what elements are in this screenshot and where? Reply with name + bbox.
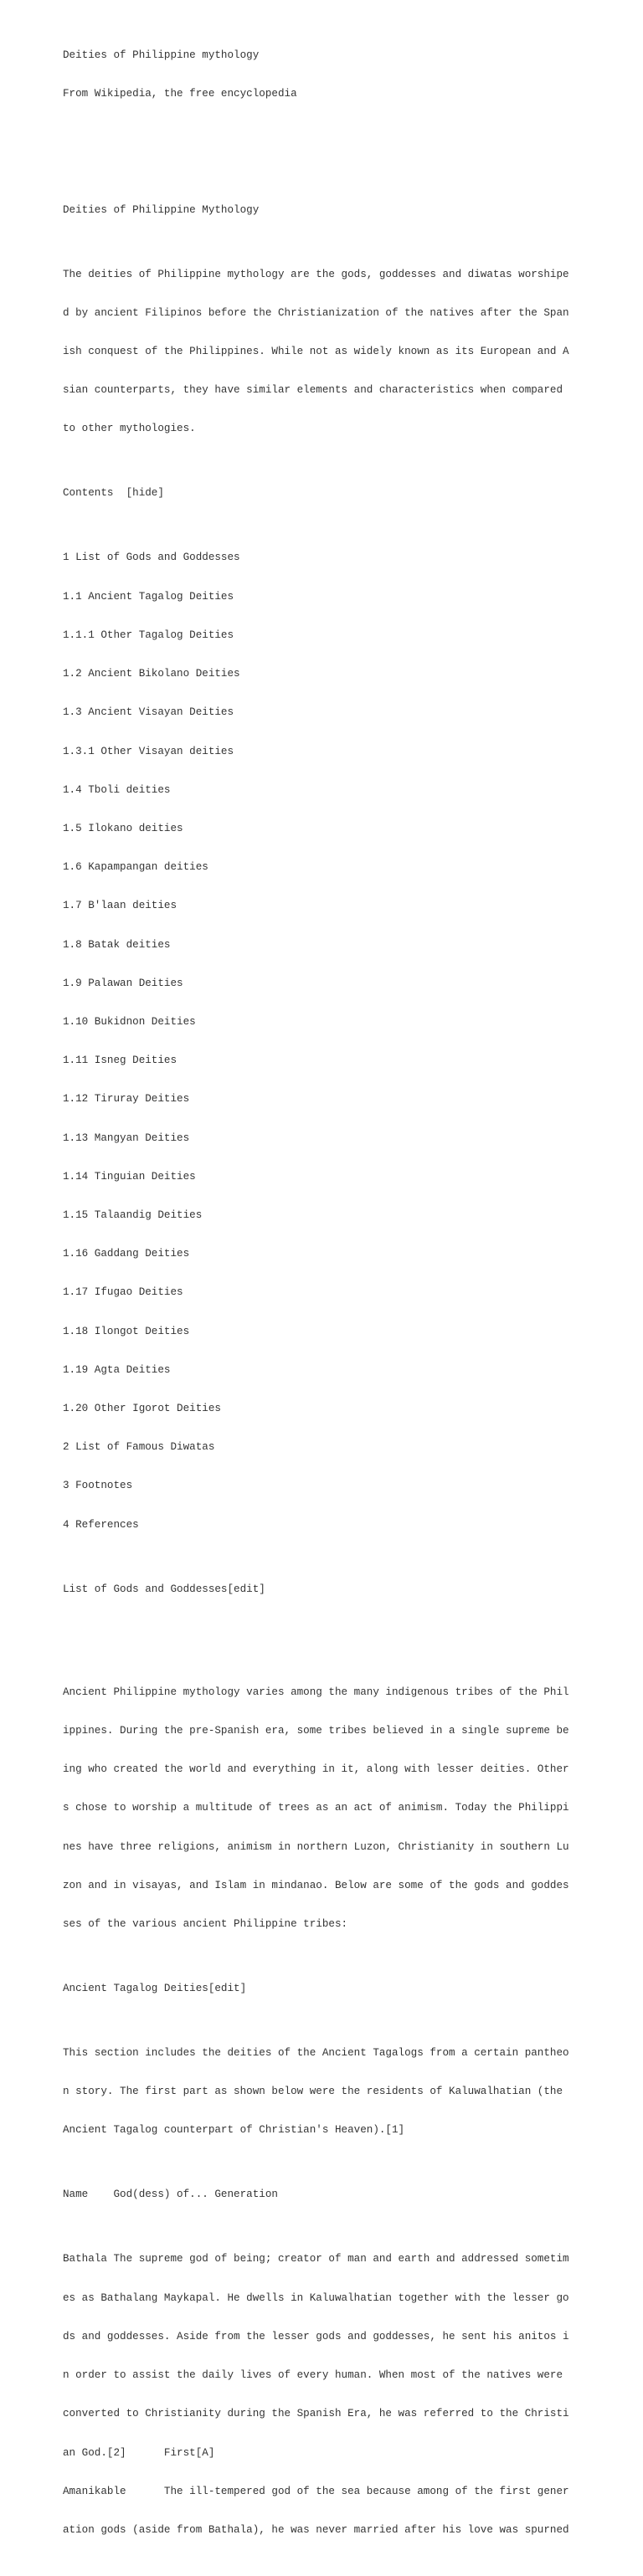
toc-item[interactable]: 1.17 Ifugao Deities: [63, 1286, 183, 1299]
deities-table: [63, 2228, 632, 2563]
toc-item[interactable]: 1.15 Talaandig Deities: [63, 1208, 203, 1221]
tagalog-paragraph: [63, 2021, 632, 2163]
intro-line: The deities of Philippine mythology are the gods, goddesses and diwatas worshipe: [63, 268, 569, 280]
paragraph-line: zon and in visayas, and Islam in mindanao. Below are some of the gods and goddes: [63, 1879, 569, 1891]
toc-item[interactable]: 1.3.1 Other Visayan deities: [63, 745, 234, 757]
table-line: Bathala The supreme god of being; creator of man and earth and addressed sometim: [63, 2253, 569, 2266]
table-line: ation gods (aside from Bathala), he was never married after his love was spurned: [63, 2523, 569, 2536]
spacer: [63, 126, 632, 139]
toc-item[interactable]: 3 Footnotes: [63, 1480, 133, 1492]
paragraph-line: ses of the various ancient Philippine tribes:: [63, 1918, 348, 1931]
paragraph-line: nes have three religions, animism in northern Luzon, Christianity in southern Lu: [63, 1840, 569, 1853]
toc-item[interactable]: 1.8 Batak deities: [63, 938, 171, 951]
intro-line: to other mythologies.: [63, 423, 196, 435]
toc-item[interactable]: 1 List of Gods and Goddesses: [63, 552, 240, 564]
toc-item[interactable]: 1.2 Ancient Bikolano Deities: [63, 668, 240, 680]
table-line: es as Bathalang Maykapal. He dwells in Kaluwalhatian together with the lesser go: [63, 2291, 569, 2304]
toc-item[interactable]: 2 List of Famous Diwatas: [63, 1441, 215, 1454]
spacer: [63, 165, 632, 177]
document-page: [63, 23, 632, 2576]
table-line: converted to Christianity during the Spanish Era, he was referred to the Christi: [63, 2408, 569, 2420]
toc-item[interactable]: 1.19 Agta Deities: [63, 1363, 171, 1376]
toc-item[interactable]: 1.1.1 Other Tagalog Deities: [63, 629, 234, 641]
section-heading-gods: List of Gods and Goddesses[edit]: [63, 1583, 265, 1595]
toc-item[interactable]: 1.1 Ancient Tagalog Deities: [63, 590, 234, 603]
paragraph-line: Ancient Tagalog counterpart of Christian's Heaven).[1]: [63, 2124, 405, 2137]
paragraph-line: This section includes the deities of the Ancient Tagalogs from a certain pantheo: [63, 2047, 569, 2060]
toc-item[interactable]: 1.5 Ilokano deities: [63, 822, 183, 834]
source-line: From Wikipedia, the free encyclopedia: [63, 88, 297, 100]
table-header: Name God(dess) of... Generation: [63, 2189, 278, 2201]
paragraph-line: ing who created the world and everything in it, along with lesser deities. Other: [63, 1763, 569, 1776]
toc-item[interactable]: 1.14 Tinguian Deities: [63, 1170, 196, 1183]
toc-item[interactable]: 1.7 B'laan deities: [63, 900, 177, 912]
section-heading-tagalog: Ancient Tagalog Deities[edit]: [63, 1983, 247, 1995]
toc-item[interactable]: 4 References: [63, 1518, 139, 1531]
toc-item[interactable]: 1.3 Ancient Visayan Deities: [63, 706, 234, 719]
toc-item[interactable]: 1.18 Ilongot Deities: [63, 1325, 190, 1337]
spacer: [63, 1622, 632, 1634]
toc-item[interactable]: 1.10 Bukidnon Deities: [63, 1015, 196, 1028]
toc-item[interactable]: 1.11 Isneg Deities: [63, 1055, 177, 1067]
toc-item[interactable]: 1.16 Gaddang Deities: [63, 1248, 190, 1260]
table-of-contents: [63, 526, 632, 1557]
table-line: n order to assist the daily lives of every human. When most of the natives were: [63, 2369, 563, 2382]
toc-item[interactable]: 1.12 Tiruray Deities: [63, 1093, 190, 1106]
toc-title[interactable]: Contents [hide]: [63, 487, 164, 500]
table-line: ds and goddesses. Aside from the lesser gods and goddesses, he sent his anitos i: [63, 2330, 569, 2343]
paragraph-line: s chose to worship a multitude of trees as an act of animism. Today the Philippi: [63, 1802, 569, 1814]
article-heading: Deities of Philippine Mythology: [63, 203, 260, 216]
document-title: Deities of Philippine mythology: [63, 49, 260, 61]
toc-item[interactable]: 1.6 Kapampangan deities: [63, 861, 208, 874]
intro-line: d by ancient Filipinos before the Christianization of the natives after the Span: [63, 306, 569, 319]
paragraph-line: ippines. During the pre-Spanish era, some tribes believed in a single supreme be: [63, 1725, 569, 1737]
paragraph-line: Ancient Philippine mythology varies among the many indigenous tribes of the Phil: [63, 1686, 569, 1698]
gods-paragraph: [63, 1660, 632, 1957]
toc-item[interactable]: 1.13 Mangyan Deities: [63, 1131, 190, 1144]
toc-item[interactable]: 1.9 Palawan Deities: [63, 977, 183, 989]
toc-item[interactable]: 1.4 Tboli deities: [63, 783, 171, 796]
table-line: an God.[2] First[A]: [63, 2446, 215, 2459]
intro-line: sian counterparts, they have similar elements and characteristics when compared: [63, 384, 563, 397]
toc-item[interactable]: 1.20 Other Igorot Deities: [63, 1402, 221, 1414]
table-line: Amanikable The ill-tempered god of the sea because among of the first gener: [63, 2485, 569, 2497]
paragraph-line: n story. The first part as shown below were the residents of Kaluwalhatian (the: [63, 2086, 563, 2098]
intro-paragraph: [63, 243, 632, 462]
intro-line: ish conquest of the Philippines. While not as widely known as its European and A: [63, 346, 569, 358]
